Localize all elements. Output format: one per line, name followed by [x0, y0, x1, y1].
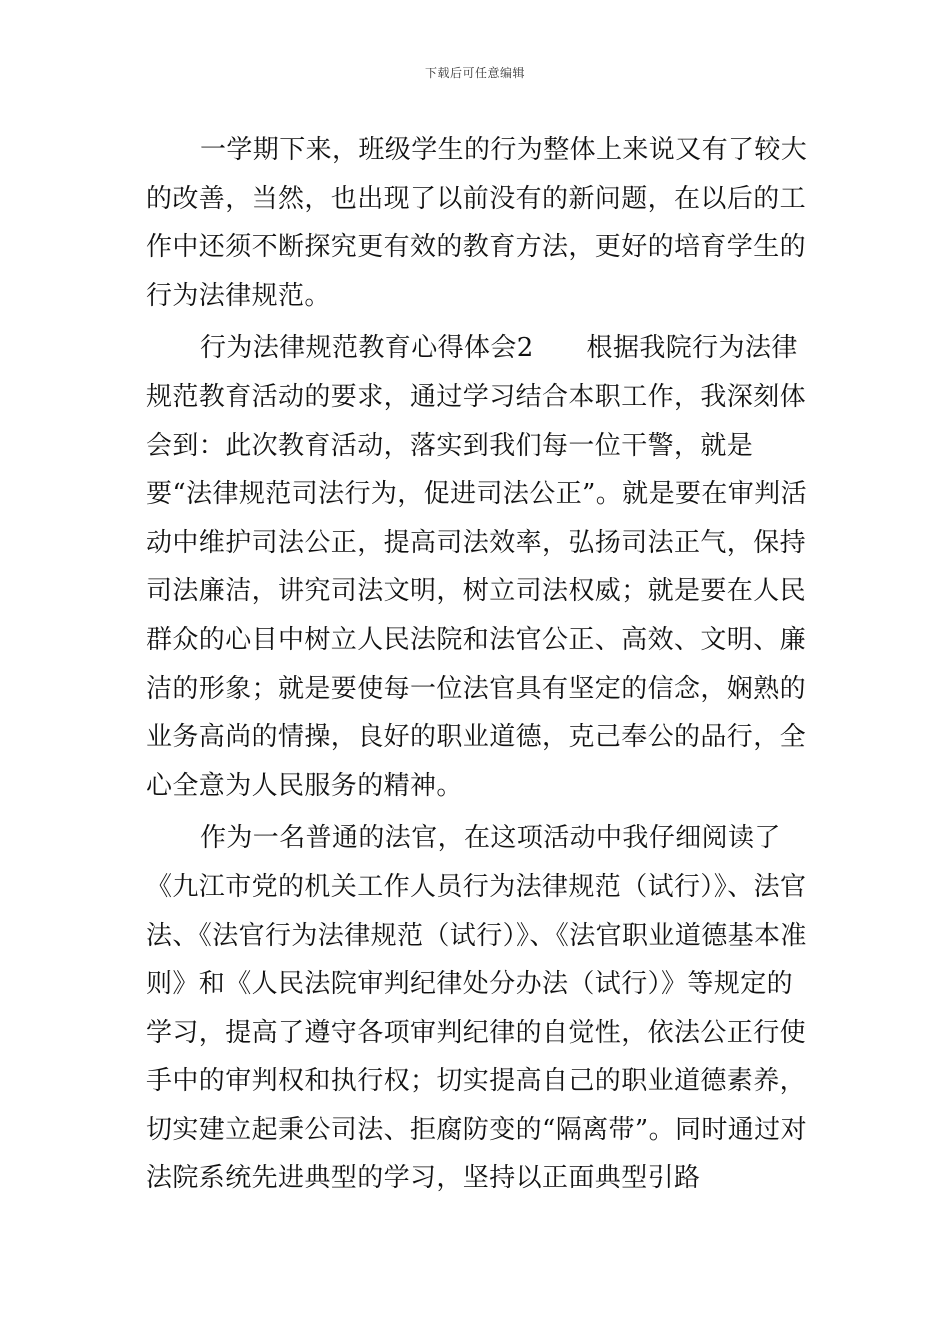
- paragraph-3: 作为一名普通的法官，在这项活动中我仔细阅读了《九江市党的机关工作人员行为法律规范（试行）》、法官法、《法官行为法律规范（试行）》、《法官职业道德基本准则》和《人民法院审判纪律处分办法（试行）》等规定的学习，提高了遵守各项审判纪律的自觉性，依法公正行使手中的审判权和执行权；切实提高自己的职业道德素养，切实建立起秉公司法、拒腐防变的“隔离带”。同时通过对法院系统先进典型的学习，坚持以正面典型引路: [146, 823, 807, 1194]
- page-header: 下载后可任意编辑: [424, 66, 525, 80]
- document-body: [146, 126, 810, 1207]
- paragraph-2: 行为法律规范教育心得体会2 根据我院行为法律规范教育活动的要求，通过学习结合本职工作，我深刻体会到：此次教育活动，落实到我们每一位干警，就是要“法律规范司法行为，促进司法公正”。就是要在审判活动中维护司法公正，提高司法效率，弘扬司法正气，保持司法廉洁，讲究司法文明，树立司法权威；就是要在人民群众的心目中树立人民法院和法官公正、高效、文明、廉洁的形象；就是要使每一位法官具有坚定的信念，娴熟的业务高尚的情操，良好的职业道德，克己奉公的品行，全心全意为人民服务的精神。: [146, 333, 807, 801]
- paragraph-1: 一学期下来，班级学生的行为整体上来说又有了较大的改善，当然，也出现了以前没有的新问题，在以后的工作中还须不断探究更有效的教育方法，更好的培育学生的行为法律规范。: [146, 135, 808, 311]
